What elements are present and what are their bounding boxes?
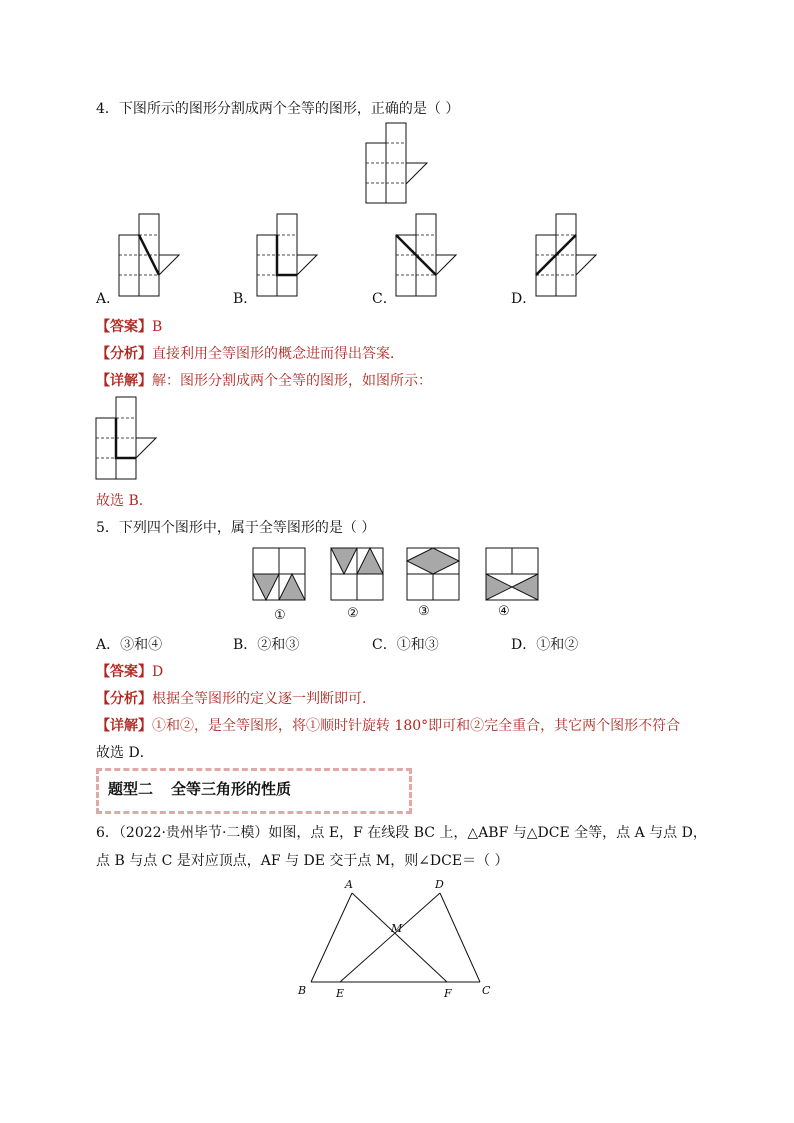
- q5-figure-4: [485, 547, 541, 603]
- q4-option-a-figure: [118, 213, 180, 297]
- q5-detail: 【详解】①和②，是全等图形，将①顺时针旋转 180°即可和②完全重合，其它两个图形不符合: [96, 718, 681, 734]
- q5-stem: 5．下列四个图形中，属于全等图形的是（ ）: [96, 520, 376, 536]
- q5-analysis: 【分析】根据全等图形的定义逐一判断即可．: [96, 691, 376, 707]
- q5-label-1: ①: [274, 608, 286, 623]
- q4-detail: 【详解】解：图形分割成两个全等的图形，如图所示：: [96, 373, 432, 389]
- point-a-label: A: [345, 878, 353, 891]
- point-e-label: E: [336, 987, 345, 1000]
- q5-option-d: D．①和②: [511, 637, 579, 653]
- q4-stem: 4．下图所示的图形分割成两个全等的图形，正确的是（ ）: [96, 101, 460, 117]
- q5-option-b: B．②和③: [233, 637, 300, 653]
- q5-option-c: C．①和③: [372, 637, 439, 653]
- q4-option-b: B．: [233, 291, 258, 307]
- q5-label-4: ④: [498, 604, 510, 619]
- q5-figure-2: [330, 547, 386, 603]
- point-f-label: F: [444, 987, 452, 1000]
- section-label: 题型二: [108, 780, 154, 798]
- q4-main-figure: [365, 122, 437, 204]
- section-title: 全等三角形的性质: [171, 780, 292, 798]
- q4-option-a: A．: [96, 291, 121, 307]
- q5-label-2: ②: [347, 606, 359, 621]
- q5-option-a: A．③和④: [96, 637, 163, 653]
- q5-answer: 【答案】D: [96, 664, 164, 680]
- q6-line-2: 点 B 与点 C 是对应顶点，AF 与 DE 交于点 M，则∠DCE＝（ ）: [96, 853, 509, 869]
- q5-figure-1: [252, 547, 308, 603]
- section-header: [108, 778, 309, 799]
- q5-conclusion: 故选 D．: [96, 745, 154, 761]
- q4-option-d: D．: [511, 291, 537, 307]
- point-d-label: D: [435, 878, 444, 891]
- point-m-label: M: [391, 922, 403, 935]
- point-c-label: C: [482, 984, 491, 997]
- q4-option-d-figure: [535, 213, 597, 297]
- q4-analysis: 【分析】直接利用全等图形的概念进而得出答案．: [96, 346, 404, 362]
- point-b-label: B: [298, 984, 307, 997]
- q4-answer: 【答案】B: [96, 319, 163, 335]
- q5-figure-3: [406, 547, 462, 603]
- q4-option-b-figure: [256, 213, 318, 297]
- q6-line-1: 6．（2022·贵州毕节·二模）如图，点 E，F 在线段 BC 上，△ABF 与△DCE 全等，点 A 与点 D，: [96, 825, 707, 841]
- q4-option-c: C．: [372, 291, 397, 307]
- q6-triangle-figure: [292, 876, 502, 1001]
- q4-solution-figure: [95, 396, 157, 480]
- q5-label-3: ③: [418, 604, 430, 619]
- q4-option-c-figure: [395, 213, 457, 297]
- q4-conclusion: 故选 B．: [96, 493, 153, 509]
